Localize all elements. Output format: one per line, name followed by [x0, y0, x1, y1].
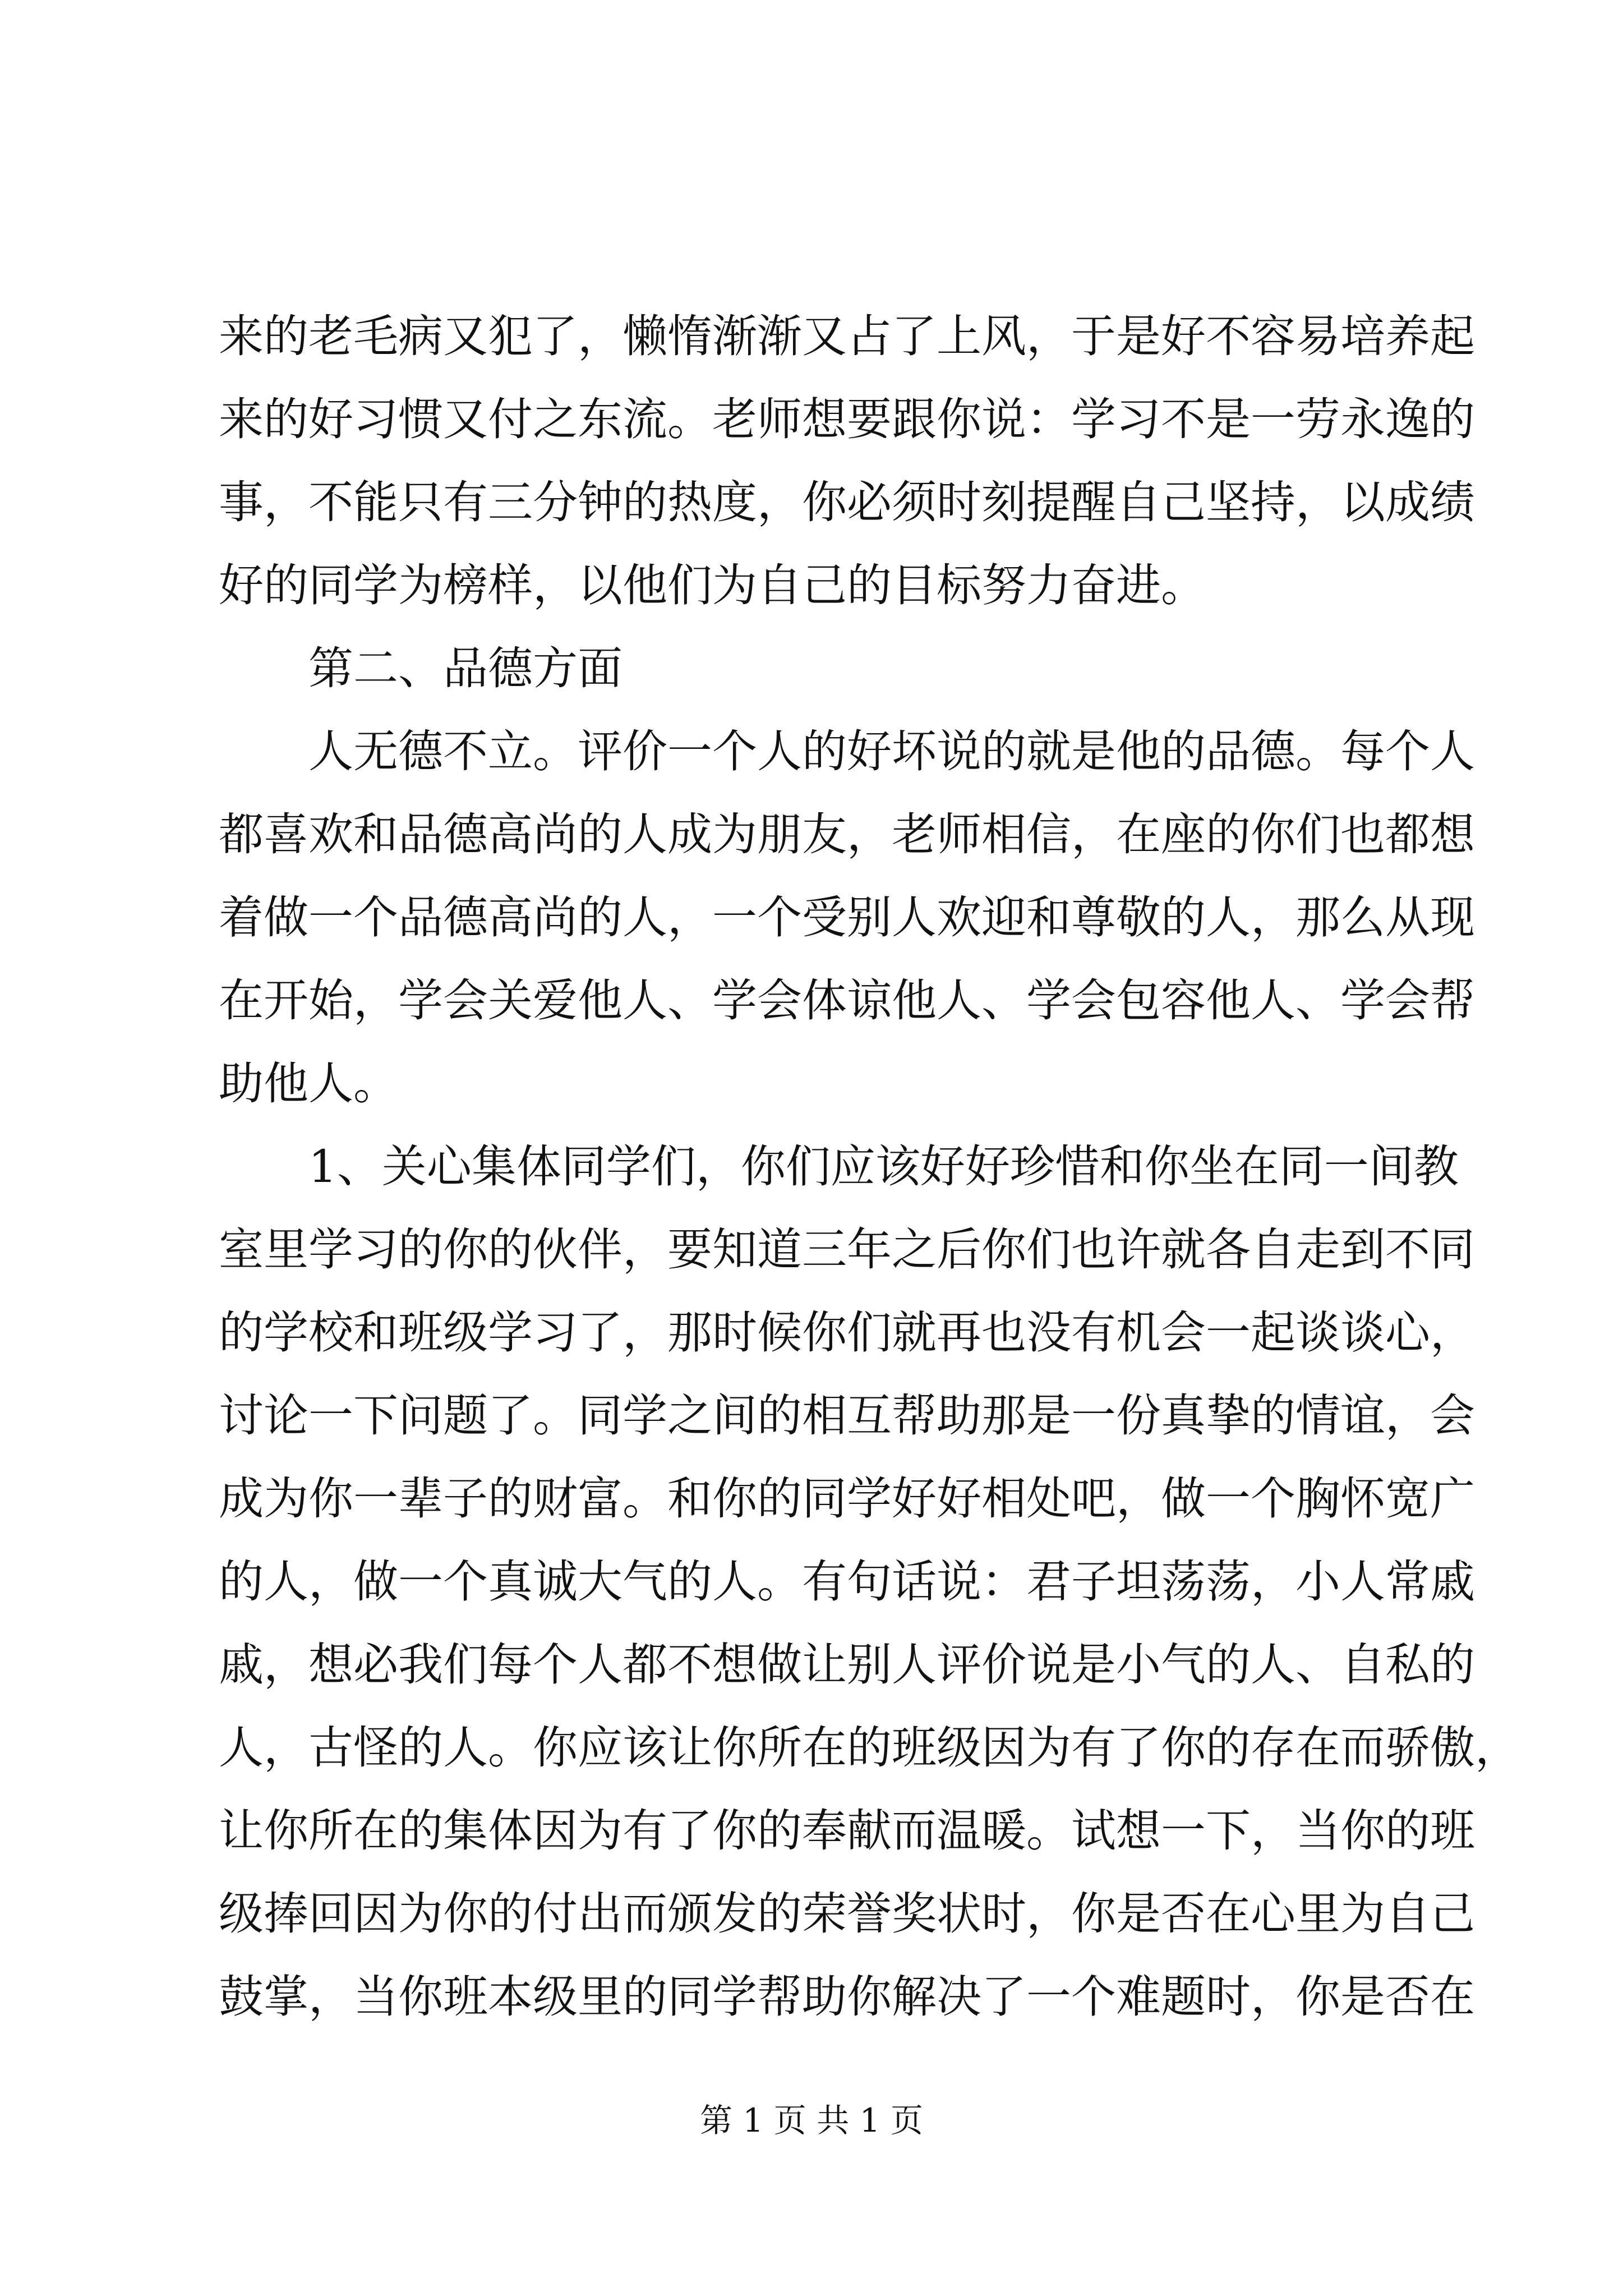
paragraph-line: 人无德不立。评价一个人的好坏说的就是他的品德。每个人: [308, 725, 1475, 777]
paragraph-line: 让你所在的集体因为有了你的奉献而温暖。试想一下，当你的班: [219, 1805, 1475, 1857]
paragraph-line: 事，不能只有三分钟的热度，你必须时刻提醒自己坚持，以成绩: [219, 476, 1475, 528]
paragraph-line: 在开始，学会关爱他人、学会体谅他人、学会包容他人、学会帮: [219, 974, 1475, 1027]
paragraph-line: 的学校和班级学习了，那时候你们就再也没有机会一起谈谈心，: [219, 1306, 1475, 1359]
paragraph-line: 来的好习惯又付之东流。老师想要跟你说：学习不是一劳永逸的: [219, 393, 1475, 445]
paragraph-line: 戚，想必我们每个人都不想做让别人评价说是小气的人、自私的: [219, 1639, 1475, 1691]
paragraph-line: 1、关心集体同学们，你们应该好好珍惜和你坐在同一间教: [308, 1140, 1459, 1193]
paragraph-line: 来的老毛病又犯了，懒惰渐渐又占了上风，于是好不容易培养起: [219, 310, 1475, 362]
paragraph-line: 讨论一下问题了。同学之间的相互帮助那是一份真挚的情谊，会: [219, 1389, 1475, 1442]
paragraph-line: 都喜欢和品德高尚的人成为朋友，老师相信，在座的你们也都想: [219, 808, 1475, 861]
section-heading: 第二、品德方面: [308, 642, 623, 694]
paragraph-line: 人，古怪的人。你应该让你所在的班级因为有了你的存在而骄傲，: [219, 1722, 1520, 1774]
paragraph-line: 助他人。: [219, 1057, 398, 1110]
paragraph-line: 成为你一辈子的财富。和你的同学好好相处吧，做一个胸怀宽广: [219, 1473, 1475, 1525]
page-number-footer: 第 1 页 共 1 页: [700, 2101, 923, 2139]
paragraph-line: 级捧回因为你的付出而颁发的荣誉奖状时，你是否在心里为自己: [219, 1888, 1475, 1940]
paragraph-line: 的人，做一个真诚大气的人。有句话说：君子坦荡荡，小人常戚: [219, 1556, 1475, 1608]
paragraph-line: 鼓掌，当你班本级里的同学帮助你解决了一个难题时，你是否在: [219, 1971, 1475, 2023]
paragraph-line: 好的同学为榜样，以他们为自己的目标努力奋进。: [219, 559, 1206, 611]
paragraph-line: 着做一个品德高尚的人，一个受别人欢迎和尊敬的人，那么从现: [219, 891, 1475, 944]
paragraph-line: 室里学习的你的伙伴，要知道三年之后你们也许就各自走到不同: [219, 1223, 1475, 1276]
